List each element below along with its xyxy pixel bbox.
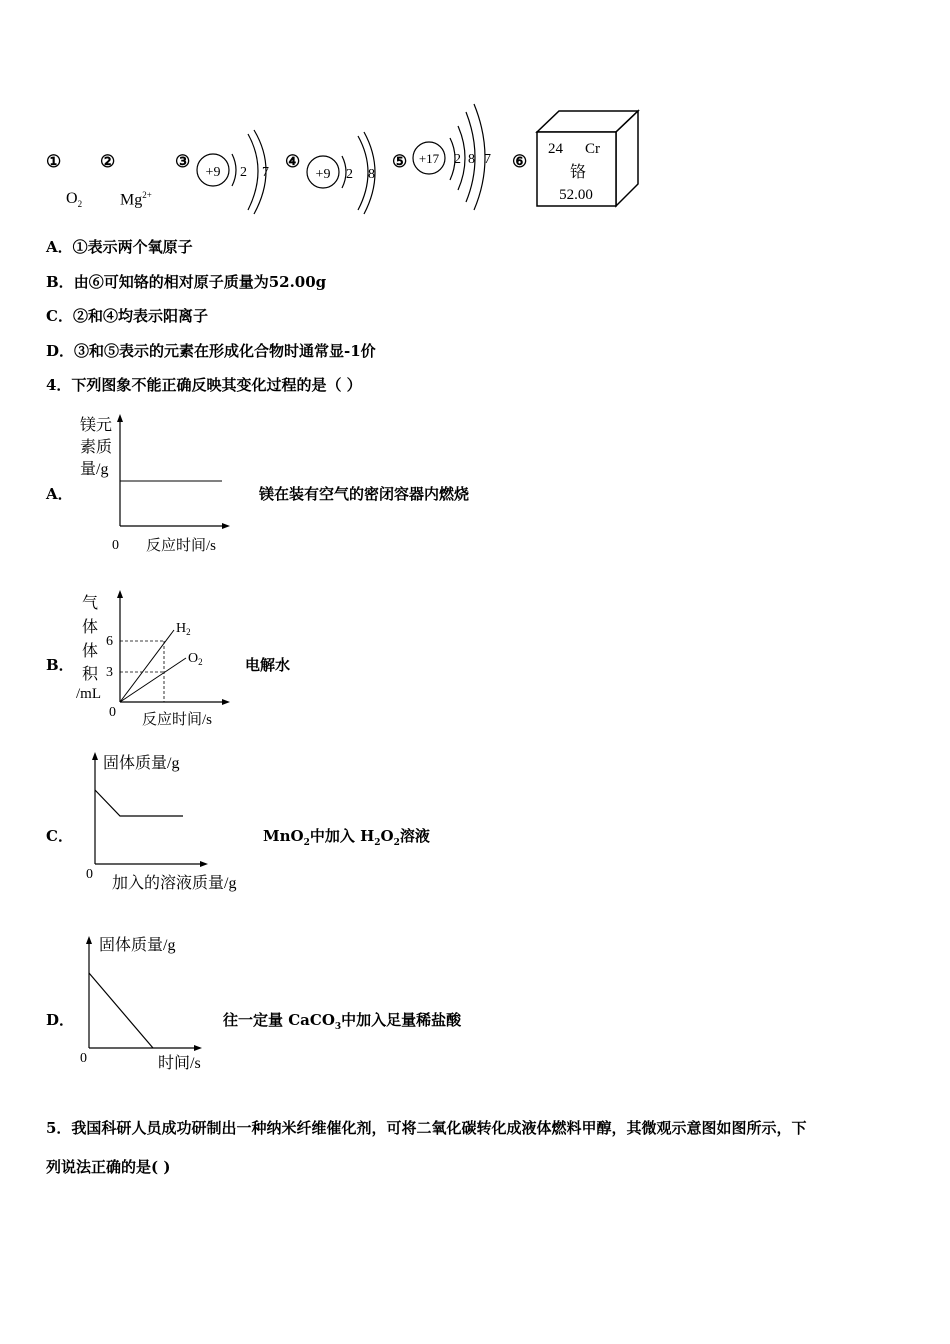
nucleus-charge: +17 <box>418 151 440 166</box>
symbol-2-number: ② <box>100 152 116 172</box>
atomic-number: 24 <box>548 141 563 157</box>
y-axis-label: 固体质量/g <box>103 755 180 772</box>
shell-count-2: 8 <box>368 167 375 182</box>
q4-option-a-label: A． <box>46 485 73 503</box>
q4-chart-c <box>80 748 270 894</box>
shell-count-1: 2 <box>346 167 353 182</box>
q4-chart-a <box>72 410 242 560</box>
y-axis-arrow <box>86 936 92 944</box>
symbol-mg2plus: $Mg^{2+}$ <box>120 190 152 209</box>
y-label-line1: 镁元 <box>80 417 113 434</box>
y-label-line2: 素质 <box>80 439 113 456</box>
tick-label-6: 6 <box>106 634 113 649</box>
series-label-o2: $O_2$ <box>188 651 203 667</box>
q4-option-b-desc: 电解水 <box>245 656 291 674</box>
q4-option-d-label: D． <box>46 1011 75 1029</box>
shell-count-1: 2 <box>240 165 247 180</box>
electron-shell-2 <box>358 136 368 210</box>
x-axis-arrow <box>222 699 230 705</box>
q4-option-c-desc: MnO$_2$中加入 $H_2O_2$溶液 <box>263 827 430 848</box>
series-line-o2 <box>120 658 186 702</box>
symbol-3-number: ③ <box>175 152 191 172</box>
origin-label: 0 <box>112 538 119 553</box>
y-label-line3: 体 <box>82 643 99 660</box>
option-text: ③和⑤表示的元素在形成化合物时通常显-1价 <box>74 342 376 360</box>
x-axis-label: 加入的溶液质量/g <box>112 875 237 892</box>
y-axis-label: 固体质量/g <box>99 937 176 954</box>
nucleus-charge: +9 <box>315 167 331 182</box>
electron-shell-1 <box>232 154 236 186</box>
option-label: D． <box>46 342 75 360</box>
shell-count-3: 7 <box>484 152 491 167</box>
y-label-line2: 体 <box>82 619 99 636</box>
y-label-line5: /mL <box>76 686 101 702</box>
q4-stem: 4．下列图象不能正确反映其变化过程的是（ ） <box>46 376 362 394</box>
y-label-line1: 气 <box>82 595 99 612</box>
origin-label: 0 <box>109 705 116 720</box>
atomic-mass: 52.00 <box>559 187 593 203</box>
symbol-6-number: ⑥ <box>512 152 528 172</box>
shell-count-1: 2 <box>454 152 461 167</box>
x-axis-arrow <box>200 861 208 867</box>
origin-label: 0 <box>86 867 93 882</box>
symbol-5-number: ⑤ <box>392 152 408 172</box>
q4-option-c-label: C． <box>46 827 73 845</box>
atom-structure-5 <box>408 98 508 214</box>
nucleus-charge: +9 <box>205 165 221 180</box>
option-label: A． <box>46 238 73 256</box>
shell-count-2: 7 <box>262 165 269 180</box>
element-name: 铬 <box>569 164 587 181</box>
q4-chart-d <box>74 928 224 1074</box>
series-line-solid-mass <box>95 790 183 816</box>
x-axis-label: 反应时间/s <box>142 712 213 728</box>
option-text: ①表示两个氧原子 <box>72 238 193 256</box>
q3-option-c <box>46 305 208 326</box>
y-label-line4: 积 <box>82 666 99 683</box>
option-label: C． <box>46 307 73 325</box>
x-axis-label: 时间/s <box>158 1055 201 1072</box>
element-symbol: Cr <box>585 141 600 157</box>
q3-option-b <box>46 271 326 292</box>
q5-stem-line2: 列说法正确的是( ) <box>46 1158 171 1176</box>
element-cell-cr <box>534 108 642 212</box>
atom-structure-4 <box>300 126 390 216</box>
symbol-1-number: ① <box>46 152 62 172</box>
option-text: ②和④均表示阳离子 <box>72 307 208 325</box>
y-axis-arrow <box>92 752 98 760</box>
symbol-4-number: ④ <box>285 152 301 172</box>
q3-option-a <box>46 236 193 257</box>
q4-option-d-desc: 往一定量 CaCO$_3$中加入足量稀盐酸 <box>223 1011 462 1032</box>
option-text: 由⑥可知铬的相对原子质量为52.00g <box>73 273 327 291</box>
x-axis-arrow <box>194 1045 202 1051</box>
option-label: B． <box>46 273 74 291</box>
origin-label: 0 <box>80 1051 87 1066</box>
x-axis-arrow <box>222 523 230 529</box>
q4-option-b-label: B． <box>46 656 74 674</box>
q4-chart-b <box>72 586 242 734</box>
y-label-line3: 量/g <box>80 461 109 478</box>
q4-option-a-desc: 镁在装有空气的密闭容器内燃烧 <box>259 485 470 503</box>
series-label-h2: $H_2$ <box>176 621 191 637</box>
tick-label-3: 3 <box>106 665 113 680</box>
x-axis-label: 反应时间/s <box>146 538 217 554</box>
atom-structure-3 <box>190 126 280 216</box>
series-line-solid-mass <box>89 973 153 1048</box>
shell-count-2: 8 <box>468 152 475 167</box>
y-axis-arrow <box>117 590 123 598</box>
electron-shell-2 <box>248 134 258 210</box>
q3-option-d <box>46 340 376 361</box>
symbol-o2: $O_2$ <box>66 190 83 210</box>
q5-stem-line1: 5．我国科研人员成功研制出一种纳米纤维催化剂，可将二氧化碳转化成液体燃料甲醇，其微观示意图如图所示，下 <box>46 1119 807 1137</box>
y-axis-arrow <box>117 414 123 422</box>
